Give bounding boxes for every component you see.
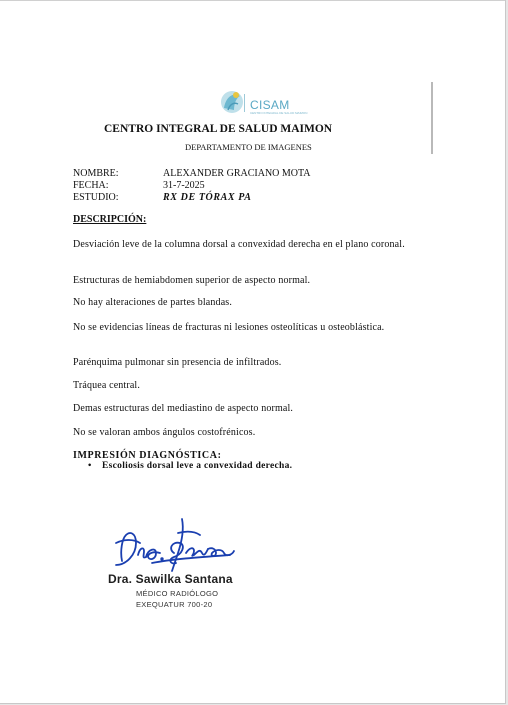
impression-item	[88, 461, 292, 471]
impression-title: IMPRESIÓN DIAGNÓSTICA:	[73, 450, 222, 461]
description-paragraph: Parénquima pulmonar sin presencia de infiltrados.	[73, 357, 282, 368]
description-paragraph: No hay alteraciones de partes blandas.	[73, 297, 232, 308]
handwritten-signature	[112, 513, 236, 575]
margin-marker	[431, 82, 433, 154]
department-name: DEPARTAMENTO DE IMAGENES	[185, 142, 312, 152]
logo-subtext: CENTRO INTEGRAL DE SALUD MAIMON	[250, 111, 308, 115]
description-paragraph: Demas estructuras del mediastino de aspecto normal.	[73, 403, 294, 414]
description-paragraph: Estructuras de hemiabdomen superior de aspecto normal.	[73, 275, 311, 286]
study-value: RX DE TÓRAX PA	[163, 192, 252, 203]
description-title: DESCRIPCIÓN:	[73, 214, 147, 225]
description-paragraph: No se valoran ambos ángulos costofrénicos.	[73, 427, 256, 438]
center-name: CENTRO INTEGRAL DE SALUD MAIMON	[104, 123, 333, 135]
study-label: ESTUDIO:	[73, 192, 119, 203]
doctor-name: Dra. Sawilka Santana	[108, 572, 233, 586]
name-value: ALEXANDER GRACIANO MOTA	[163, 168, 311, 179]
description-paragraph: Desviación leve de la columna dorsal a convexidad derecha en el plano coronal.	[73, 239, 405, 250]
page-top-border	[0, 0, 505, 1]
description-paragraph: Tráquea central.	[73, 380, 141, 391]
doctor-exequatur: EXEQUATUR 700-20	[136, 600, 213, 609]
doctor-title: MÉDICO RADIÓLOGO	[136, 589, 219, 598]
description-paragraph: No se evidencias líneas de fracturas ni lesiones osteolíticas u osteoblástica.	[73, 322, 385, 333]
bullet-icon: •	[88, 461, 92, 471]
date-label: FECHA:	[73, 180, 109, 191]
name-label: NOMBRE:	[73, 168, 119, 179]
logo-wordmark: CISAM	[250, 98, 290, 112]
date-value: 31-7-2025	[163, 180, 205, 191]
impression-item-text: Escoliosis dorsal leve a convexidad derecha.	[102, 461, 293, 471]
